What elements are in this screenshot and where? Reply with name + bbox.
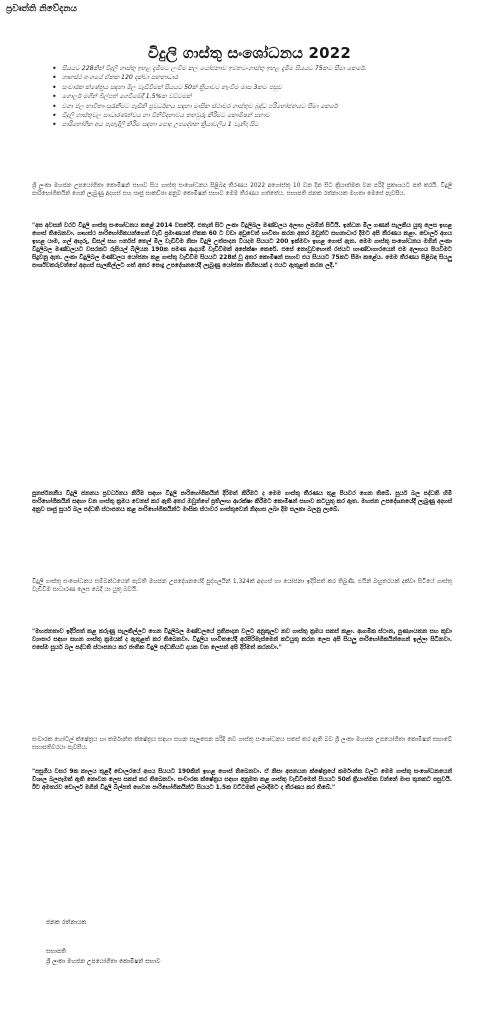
intro-paragraph: ශ්‍රී ලංකා මහජන උපයෝගිතා කොමිෂන් සභාව සිය ගාස්තු සංශෝධනය පිළිබඳ තීරණය 2022 අගෝස්තු 10 වන දින සිට ක්‍රියාත්මක වන පරිදි ප්‍රකාශයට පත් කරයි. විදුලි පාරිභෝගිකයින් ගෙන් ලැබුණු අදහස් සහ සෘජු සාකච්ඡා අනුව කොමිෂන් සභාව මෙම තීරණය ගත්තේය. සභාපති ජනක රත්නායක මහතා මෙසේ පැවසීය. xyxy=(32,183,452,198)
press-release-label: ප්‍රවෘත්ති නිවේදනය xyxy=(6,4,77,14)
signature-position: සභාපති xyxy=(46,948,66,955)
highlight-item: • ගොලර් මගින් බිල්පත් ගෙවීමේදී 1.5%ක වට්ටමක් xyxy=(52,92,432,101)
highlight-item: • සංචාරක ක්ෂේත්‍රය සඳහා මිල වැඩිවීමක් සියයට 50ක් ක්‍රියාවට නැංවීම මාස 3කට පසුව xyxy=(52,83,432,92)
signature-name: ජනක රත්නායක xyxy=(46,919,87,926)
highlight-item: • විදුලි ගාස්තුවල සාධාරණත්වය හා විනිවිදභාවය තහවුරු කිරීමට කොමිෂන් සභාව xyxy=(52,111,432,120)
highlight-item: • ගෘහස්ථ අංශයේ ඒකක 120 දක්වා සහනාධාර xyxy=(52,73,432,82)
tourism-paragraph: සංචාරක හෝටල් ක්ෂේත්‍රය හා කර්මාන්ත ක්ෂේත්‍රය සඳහා සහන සැලසෙන පරිදි නව ගාස්තු සංශෝධනය සකස් කර ඇති බව ශ්‍රී ලංකා මහජන උපයෝගිතා කොමිෂන් සභාවේ සභාපතිවරයා පැවසීය. xyxy=(32,737,452,752)
highlight-item: • පාරිභෝගික අය පැහැදිලි කිරීම සඳහා පොදු උපදේශන ක්‍රියාවලිය 1 වැනිදා සිට xyxy=(52,120,432,129)
document-title: විදුලි ගාස්තු සංශෝධනය 2022 xyxy=(147,44,352,62)
renewable-paragraph: පුනර්ජනනීය විදුලි ජනනය ප්‍රවර්ධනය කිරීම සඳහා විදුලි පාරිභෝගිකයින් දිරිමත් කිරීමට ද මෙම ගාස්තු තීරණය තුළ පියවර ගෙන තිබේ. සූර්ය බල පද්ධති හිමි පාරිභෝගිකයින් සඳහා වන ගාස්තු ක්‍රමය වෙනස් කර ඇති අතර ඔවුන්ගේ ප්‍රතිලාභ ආරක්ෂා කිරීමට කොමිෂන් සභාව කටයුතු කර ඇත. මහජන උපදේශනයේදී ලැබුණු අදහස් අනුව සෘජු සූර්ය බල පද්ධති ස්ථාපනය කළ පාරිභෝගිකයින්ට මාසික ස්ථාවර ගාස්තුවෙන් නිදහස ලබා දීම සලකා බලනු ලැබේ. xyxy=(32,491,452,514)
chairman-quote-1: "අප අවසන් වරට විදුලි ගාස්තු සංශෝධනය කළේ 2014 වසරේදී. එතැන් සිට ලංකා විදුලිබල මණ්ඩලය අලාභ ලබමින් සිටියි. ඉන්ධන මිල ගණන් සැලකිය යුතු ලෙස ඉහළ ගොස් තිබෙනවා. ගෘහස්ථ පාරිභෝගිකයන්ගෙන් වැඩි ප්‍රමාණයක් ඒකක 60 ට වඩා අඩුවෙන් භාවිතා කරන අතර ඔවුන්ට සහනාධාර දීමට අපි තීරණය කළා. ඩොලර් අගය ඉහළ යාම, ගල් අඟුරු, ඩීසල් සහ ෆර්නස් තෙල් මිල වැඩිවීම නිසා විදුලි උත්පාදන වියදම සියයට 200 ඉක්මවා ඉහළ ගොස් ඇත. මෙම ගාස්තු සංශෝධනය මගින් ලංකා විදුලිබල මණ්ඩලයට වසරකට රුපියල් බිලියන 190ක පමණ ආදායම් වැඩිවීමක් අපේක්ෂා කෙරේ. එසේ නොවුවහොත් රජයට භාණ්ඩාගාරයෙන් එම අලාභය පියවීමට සිදුවනු ඇත. ලංකා විදුලිබල මණ්ඩලය යෝජනා කළ ගාස්තු වැඩිවීම සියයට 228ක් වූ අතර කොමිෂන් සභාව එය සියයට 75කට සීමා කළේය. මෙම තීරණය පිළිබඳ සියලු පාර්ශ්වකරුවන්ගේ අදහස් සැලකිල්ලට ගත් අතර පොදු උපදේශනයේදී ලැබුණු යෝජනා කිහිපයක් ද එයට ඇතුළත් කරන ලදී." xyxy=(32,223,452,270)
highlight-item: • වගා ජල භාවිතා සුරැකීමට පැඩිකි ප්‍රවර්ධනය සඳහා මාසික ස්ථාවර ගාස්තුව බුද්ධ පරිභෝජනයට සීමා කෙරේ xyxy=(52,102,432,111)
highlights-list xyxy=(52,64,432,130)
signature-organization: ශ්‍රී ලංකා මහජන උපයෝගිතා කොමිෂන් සභාව xyxy=(46,958,161,965)
consultation-paragraph: විදුලි ගාස්තු සංශෝධනය සම්බන්ධයෙන් පැවති මහජන උපදේශනයේදී පුද්ගලයින් 1,324ක් අදහස් හා යෝජනා ඉදිරිපත් කර තිබුණි. එයින් බහුතරයක් දක්වා සිටියේ ගාස්තු වැඩිවීම සාධාරණ ලෙස බෙදී යා යුතු බවයි. xyxy=(32,579,452,594)
highlight-item: • සියයට 228කින් විදුලි ගාස්තු ඉහළ දැමීමට ලංවිම කල යෝජනාව ඉවතට-ගාස්තු ඉහළ දැමීම සියයට 75කට සීමා කෙරේ. xyxy=(52,64,432,73)
chairman-quote-2: "මහජනතාව ඉදිරිපත් කළ කරුණු සැලකිල්ලට ගෙන විදුලිබල මණ්ඩලයේ ප්‍රතිපාදන වලට අනුකූලව නව ගාස්තු ක්‍රමය සකස් කළා. ආගමික ස්ථාන, පුණ්‍යායතන සහ කුඩා ව්‍යාපාර සඳහා සහන ගාස්තු ක්‍රමයක් ද ඇතුළත් කර තිබෙනවා. විදුලිය භාවිතයේදී අරපිරිමැස්මෙන් කටයුතු කරන ලෙස අපි සියලු පාරිභෝගිකයින්ගෙන් ඉල්ලා සිටිනවා. එසේම සූර්ය බල පද්ධති ස්ථාපනය කර ජාතික විදුලි පද්ධතියට දායක වන ලෙසත් අපි දිරිමත් කරනවා." xyxy=(32,629,452,652)
chairman-quote-3: "පසුගිය වසර 9ක කාලය තුළදී ඩොලරයේ අගය සියයට 190කින් ඉහළ ගොස් තිබෙනවා. ඒ නිසා අපනයන ක්ෂේත්‍රයේ කර්මාන්ත වලට මෙම ගාස්තු සංශෝධනයෙන් විශාල බලපෑමක් ඇති නොවන ලෙස සකස් කර තිබෙනවා. සංචාරක ක්ෂේත්‍රය සඳහා අනුමත කළ ගාස්තු වැඩිවීමෙන් සියයට 50ක් ක්‍රියාත්මක වන්නේ මාස තුනකට පසුවයි. ඊට අමතරව ඩොලර් මගින් විදුලි බිල්පත් ගෙවන පාරිභෝගිකයින්ට සියයට 1.5ක වට්ටමක් ලබාදීමට ද තීරණය කර තිබේ." xyxy=(32,769,452,792)
